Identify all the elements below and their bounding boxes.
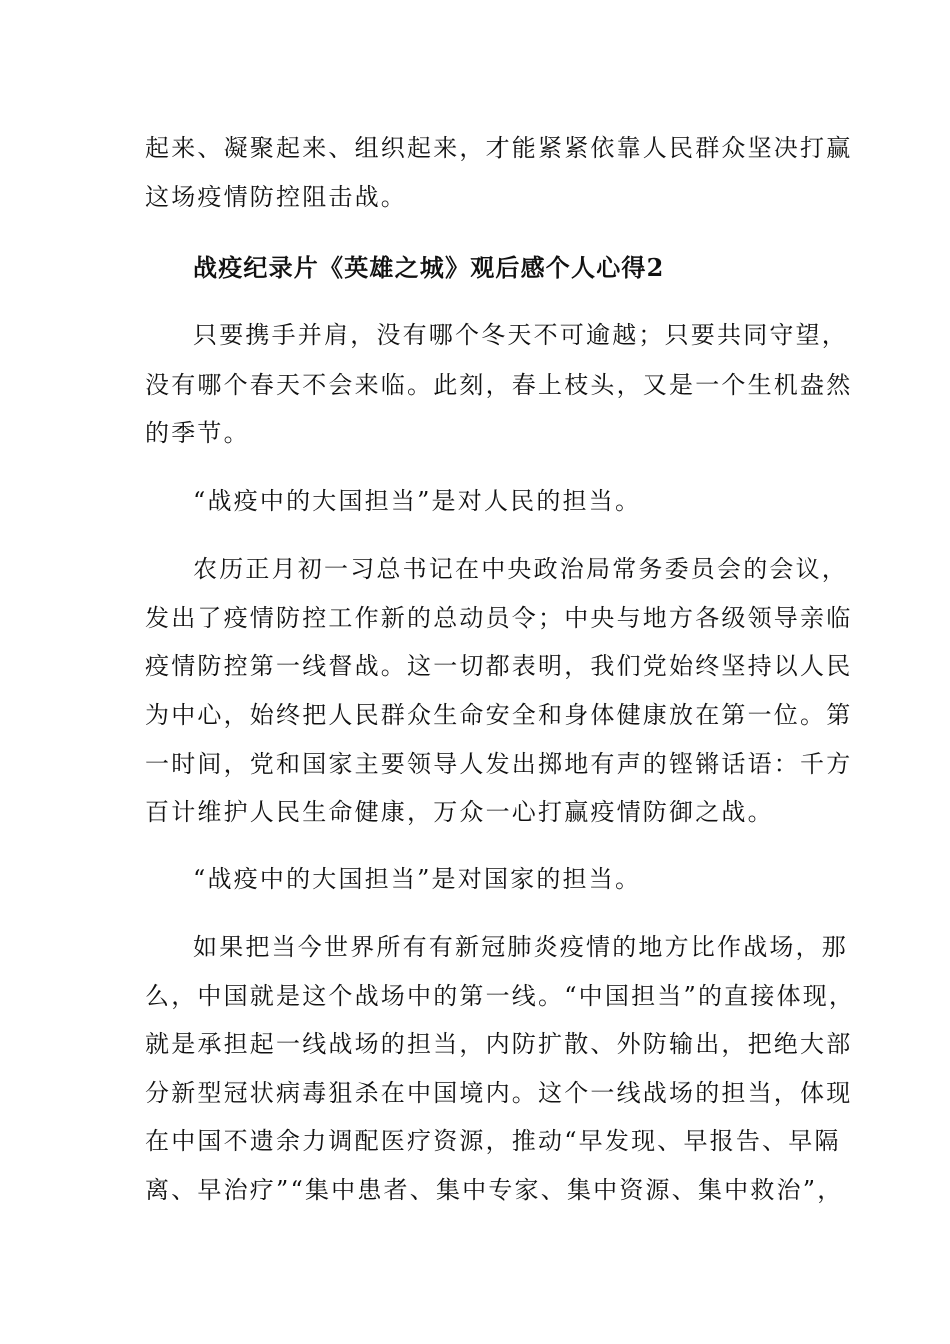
text-line: 百计维护人民生命健康，万众一心打赢疫情防御之战。	[145, 798, 774, 826]
text-line: 没有哪个春天不会来临。此刻，春上枝头，又是一个生机盎然	[145, 371, 853, 399]
text-line: 就是承担起一线战场的担当，内防扩散、外防输出，把绝大部	[145, 1030, 853, 1058]
text-line: 为中心，始终把人民群众生命安全和身体健康放在第一位。第	[145, 701, 853, 729]
text-line: 如果把当今世界所有有新冠肺炎疫情的地方比作战场，那	[193, 933, 848, 961]
text-line: 疫情防控第一线督战。这一切都表明，我们党始终坚持以人民	[145, 652, 853, 680]
text-line: “战疫中的大国担当”是对人民的担当。	[193, 487, 642, 515]
text-line: 分新型冠状病毒狙杀在中国境内。这个一线战场的担当，体现	[145, 1079, 853, 1107]
text-line: 农历正月初一习总书记在中央政治局常务委员会的会议，	[193, 555, 848, 583]
text-line: 一时间，党和国家主要领导人发出掷地有声的铿锵话语：千方	[145, 750, 853, 778]
text-line: 离、早治疗”“集中患者、集中专家、集中资源、集中救治”，	[145, 1176, 844, 1204]
text-line: 起来、凝聚起来、组织起来，才能紧紧依靠人民群众坚决打赢	[145, 134, 853, 162]
text-line: “战疫中的大国担当”是对国家的担当。	[193, 865, 642, 893]
text-line: 么，中国就是这个战场中的第一线。“中国担当”的直接体现，	[145, 982, 856, 1010]
text-line: 的季节。	[145, 419, 250, 447]
text-line: 只要携手并肩，没有哪个冬天不可逾越；只要共同守望，	[193, 321, 848, 349]
text-line: 发出了疫情防控工作新的总动员令；中央与地方各级领导亲临	[145, 604, 853, 632]
heading-text: 战疫纪录片《英雄之城》观后感个人心得2	[193, 253, 665, 282]
text-line: 在中国不遗余力调配医疗资源，推动“早发现、早报告、早隔	[145, 1127, 841, 1155]
text-line: 这场疫情防控阻击战。	[145, 183, 407, 211]
